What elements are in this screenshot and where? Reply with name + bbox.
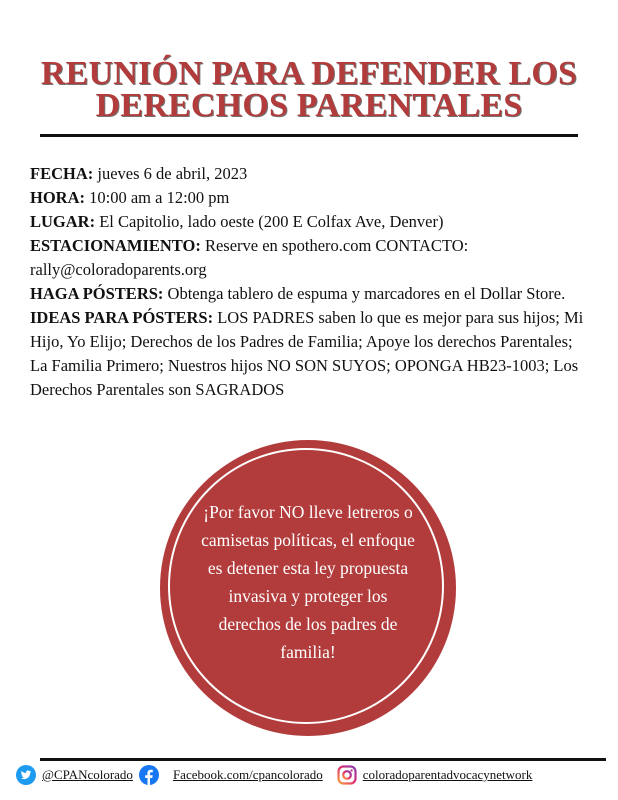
- notice-circle: [160, 440, 456, 736]
- top-divider: [40, 134, 578, 137]
- hora-row: [30, 186, 590, 210]
- hora-value: 10:00 am a 12:00 pm: [85, 188, 230, 207]
- instagram-handle-link[interactable]: coloradoparentadvocacynetwork: [362, 767, 533, 782]
- estacionamiento-value: Reserve en spothero.com CONTACTO: rally@coloradoparents.org: [30, 236, 469, 279]
- twitter-icon[interactable]: [16, 765, 36, 785]
- notice-message: ¡Por favor NO lleve letreros o camisetas políticas, el enfoque es detener esta ley propuesta invasiva y proteger los derechos de los padres de familia!: [201, 502, 415, 662]
- title-line-2: DERECHOS PARENTALES: [95, 87, 523, 124]
- fecha-label: FECHA:: [30, 164, 94, 183]
- facebook-url-link[interactable]: Facebook.com/cpancolorado: [172, 767, 323, 782]
- ideas-value: LOS PADRES saben lo que es mejor para sus hijos; Mi Hijo, Yo Elijo; Derechos de los Padres de Familia; Apoye los derechos Parentales; La Familia Primero; Nuestros hijos NO SON SUYOS; OPONGA HB23-1003; Los Derechos Parentales son SAGRADOS: [30, 308, 584, 399]
- title-line-1: REUNIÓN PARA DEFENDER LOS: [40, 55, 578, 92]
- posters-label: HAGA PÓSTERS:: [30, 284, 164, 303]
- twitter-handle-link[interactable]: @CPANcolorado: [42, 767, 133, 782]
- lugar-value: El Capitolio, lado oeste (200 E Colfax Ave, Denver): [95, 212, 444, 231]
- lugar-label: LUGAR:: [30, 212, 96, 231]
- estacionamiento-row: [30, 234, 590, 282]
- facebook-icon[interactable]: [139, 765, 159, 785]
- posters-value: Obtenga tablero de espuma y marcadores en el Dollar Store.: [163, 284, 566, 303]
- hora-label: HORA:: [30, 188, 85, 207]
- ideas-label: IDEAS PARA PÓSTERS:: [30, 308, 214, 327]
- instagram-icon[interactable]: [337, 765, 357, 785]
- ideas-row: [30, 306, 590, 402]
- event-details: [30, 162, 590, 402]
- page-title: [0, 55, 618, 124]
- fecha-value: jueves 6 de abril, 2023: [93, 164, 248, 183]
- fecha-row: [30, 162, 590, 186]
- posters-row: [30, 282, 590, 306]
- bottom-divider: [40, 758, 606, 761]
- social-footer: [16, 764, 532, 786]
- lugar-row: [30, 210, 590, 234]
- estacionamiento-label: ESTACIONAMIENTO:: [30, 236, 201, 255]
